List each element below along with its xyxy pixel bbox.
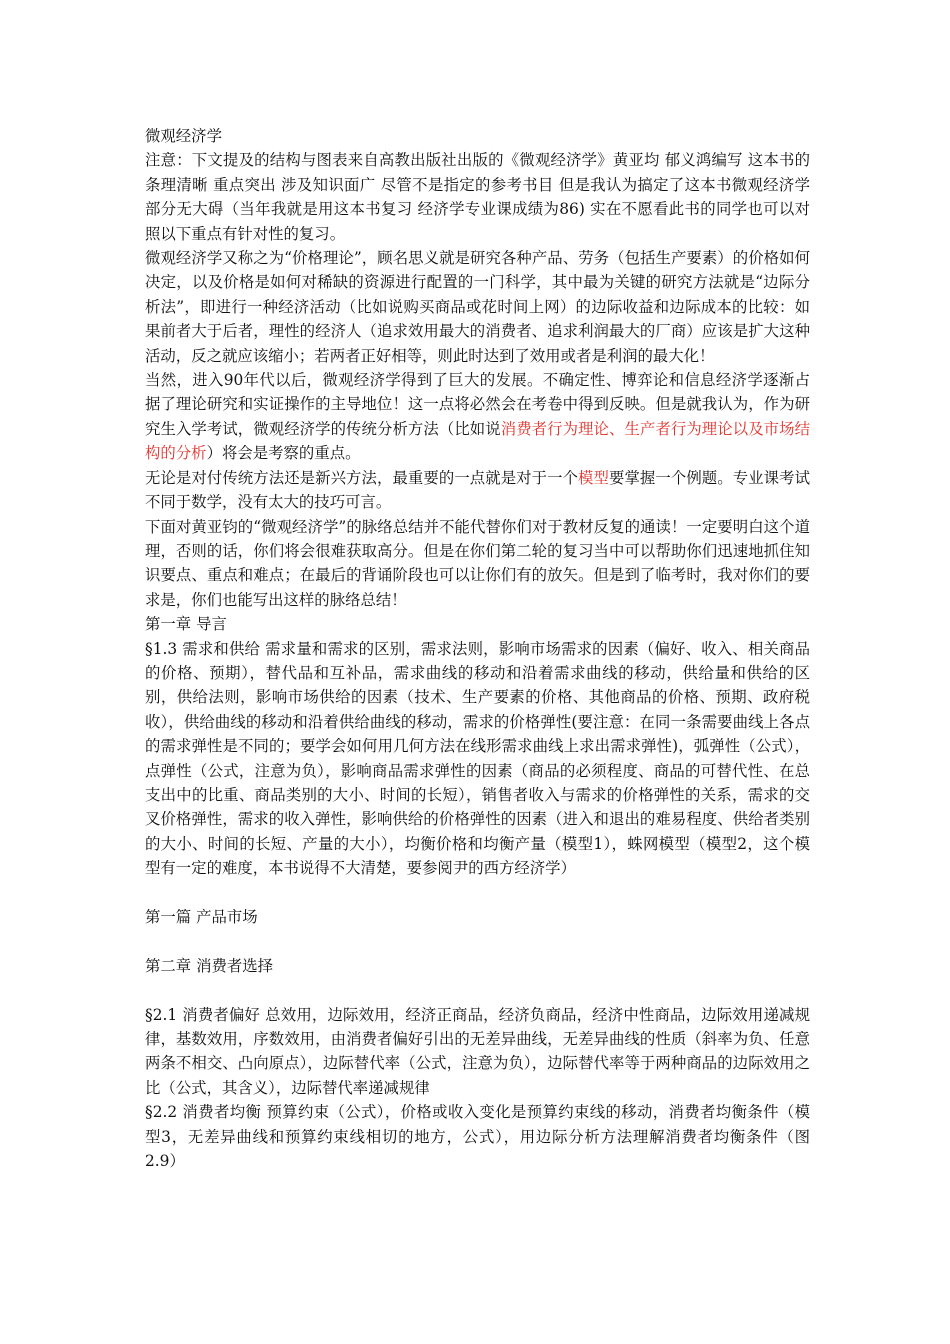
method-paragraph xyxy=(145,466,810,515)
section-2-2: §2.2 消费者均衡 预算约束（公式），价格或收入变化是预算约束线的移动，消费者均衡条件（模型3，无差异曲线和预算约束线相切的地方，公式），用边际分析方法理解消费者均衡条件（图2.9） xyxy=(145,1103,810,1171)
summary-paragraph: 下面对黄亚钧的“微观经济学”的脉络总结并不能代替你们对于教材反复的通读！一定要明白这个道理，否则的话，你们将会很难获取高分。但是在你们第二轮的复习当中可以帮助你们迅速地抓住知识要点、重点和难点；在最后的背诵阶段也可以让你们有的放矢。但是到了临考时，我对你们的要求是，你们也能写出这样的脉络总结！ xyxy=(145,517,810,609)
section-1-3: §1.3 需求和供给 需求量和需求的区别，需求法则，影响市场需求的因素（偏好、收入、相关商品的价格、预期），替代品和互补品，需求曲线的移动和沿着需求曲线的移动，供给量和供给的区别，供给法则，影响市场供给的因素（技术、生产要素的价格、其他商品的价格、预期、政府税收），供给曲线的移动和沿着供给曲线的移动，需求的价格弹性(要注意：在同一条需要曲线上各点的需求弹性是不同的；要学会如何用几何方法在线形需求曲线上求出需求弹性)，弧弹性（公式），点弹性（公式，注意为负），影响商品需求弹性的因素（商品的必须程度、商品的可替代性、在总支出中的比重、商品类别的大小、时间的长短），销售者收入与需求的价格弹性的关系，需求的交叉价格弹性，需求的收入弹性，影响供给的价格弹性的因素（进入和退出的难易程度、供给者类别的大小、时间的长短、产量的大小），均衡价格和均衡产量（模型1），蛛网模型（模型2，这个模型有一定的难度，本书说得不大清楚，要参阅尹的西方经济学） xyxy=(145,639,810,878)
spacer xyxy=(145,929,810,953)
chapter-2-heading: 第二章 消费者选择 xyxy=(145,956,274,975)
spacer xyxy=(145,978,810,1002)
modern-development-paragraph xyxy=(145,368,810,466)
part-1-heading: 第一篇 产品市场 xyxy=(145,907,258,926)
document-title: 微观经济学 xyxy=(145,127,222,145)
method-text-end: 要掌握一个例题。专业课考试不同于数学，没有太大的技巧可言。 xyxy=(145,468,810,512)
spacer xyxy=(145,881,810,905)
document-page xyxy=(145,124,810,1173)
method-text: 无论是对付传统方法还是新兴方法，最重要的一点就是对于一个 xyxy=(145,468,579,487)
section-2-1: §2.1 消费者偏好 总效用，边际效用，经济正商品，经济负商品，经济中性商品，边际效用递减规律，基数效用，序数效用，由消费者偏好引出的无差异曲线，无差异曲线的性质（斜率为负、任意两条不相交、凸向原点），边际替代率（公式，注意为负），边际替代率等于两种商品的边际效用之比（公式，其含义），边际替代率递减规律 xyxy=(145,1005,810,1097)
note-paragraph: 注意：下文提及的结构与图表来自高教出版社出版的《微观经济学》黄亚均 郁义鸿编写 这本书的条理清晰 重点突出 涉及知识面广 尽管不是指定的参考书目 但是我认为搞定了这本书微观经济学部分无大碍（当年我就是用这本书复习 经济学专业课成绩为86) 实在不愿看此书的同学也可以对照以下重点有针对性的复习。 xyxy=(145,151,810,243)
intro-paragraph: 微观经济学又称之为“价格理论”，顾名思义就是研究各种产品、劳务（包括生产要素）的价格如何决定，以及价格是如何对稀缺的资源进行配置的一门科学，其中最为关键的研究方法就是“边际分析法”，即进行一种经济活动（比如说购买商品或花时间上网）的边际收益和边际成本的比较：如果前者大于后者，理性的经济人（追求效用最大的消费者、追求利润最大的厂商）应该是扩大这种活动，反之就应该缩小；若两者正好相等，则此时达到了效用或者是利润的最大化！ xyxy=(145,249,810,365)
highlight-model: 模型 xyxy=(578,468,609,487)
modern-development-text: 当然，进入90年代以后，微观经济学得到了巨大的发展。不确定性、博弈论和信息经济学逐渐占据了理论研究和实证操作的主导地位！这一点将必然会在考卷中得到反映。但是就我认为，作为研究生入学考试，微观经济学的传统分析方法（比如说 xyxy=(145,371,810,438)
chapter-1-heading: 第一章 导言 xyxy=(145,615,227,634)
modern-development-text-end: ）将会是考察的重点。 xyxy=(206,444,361,463)
highlight-traditional-methods: 消费者行为理论、生产者行为理论以及市场结构的分析 xyxy=(145,419,810,463)
